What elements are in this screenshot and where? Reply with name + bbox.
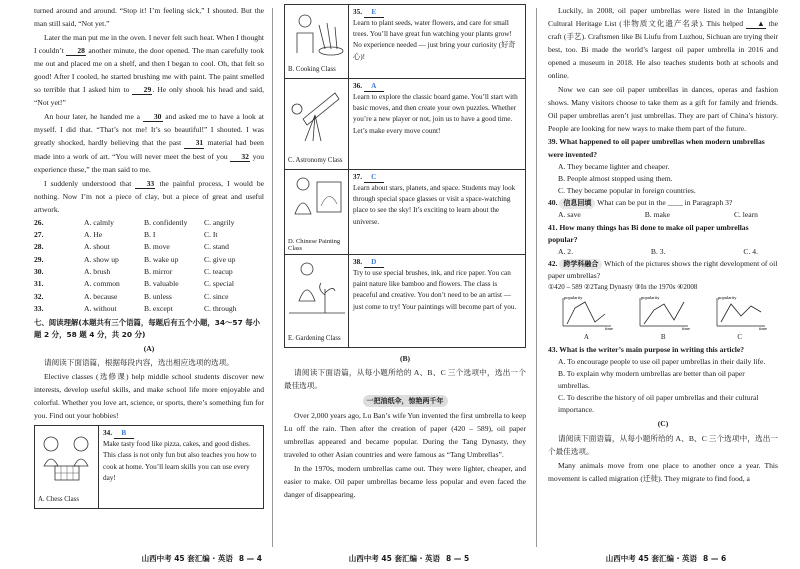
page-footer: 山西中考 45 套汇编 · 英语 8 — 6 (605, 553, 727, 563)
caption: E. Gardening Class (288, 335, 341, 343)
para: Over 2,000 years ago, Lu Ban’s wife Yun invented the first umbrella to keep Lu off the rain. Then after the creation of paper (420 – 589), oil paper umbrellas appeared and became popular. During the Tang Dynasty, they traveled to other Asian countries and were famous as “Tang Umbrellas”. (284, 411, 526, 460)
page-right-column (548, 4, 778, 547)
para: An hour later, he handed me a 30 and asked me to have a look at myself. I did that. “That’s not me! It’s so beautiful!” I shouted. I was greatly shocked, hardly believing that the past 31 material had been made into a work of art. “You will never meet the best of you 32 you experience these,” the man said to me. (34, 112, 264, 174)
blank-31: 31 (184, 138, 204, 148)
option-row: 27. A. He B. I C. It (34, 230, 218, 240)
option-row: 32. A. because B. unless C. since (34, 291, 229, 301)
svg-text:time: time (758, 326, 767, 332)
option-row: 33. A. without B. except C. through (34, 303, 237, 313)
popularity-charts (548, 294, 778, 332)
passage-b-banner (284, 394, 526, 407)
chess-illustration (35, 426, 99, 508)
page-footer: 山西中考 45 套汇编 · 英语 8 — 4 (141, 553, 262, 563)
instruction-a: 请阅读下面语篇，根据每段内容，选出相应选项的选项。 (44, 357, 234, 367)
page-right (536, 0, 800, 569)
instruction-c: 请阅读下面语篇，从每小题所给的 A、B、C 三个选项中，选出一个最佳选项。 (548, 433, 778, 456)
passage-b-title: (B) (399, 354, 411, 363)
caption: B. Cooking Class (288, 66, 336, 74)
option-row: 31. A. common B. valuable C. special (34, 279, 234, 289)
svg-text:popularity: popularity (717, 295, 737, 301)
para: Later the man put me in the oven. I never felt such heat. When I thought I couldn’t 28 another minute, the door opened. The man carefully took me out and placed me on a shelf, and then I began to cool. Oh, that felt so good! After I cooled, he started brushing me with paint. The paint smelled so terrible that I asked him to 29. He only shook his head and said, “Not yet!” (34, 33, 264, 108)
blank-28: 28 (66, 46, 86, 56)
caption: C. Astronomy Class (288, 157, 343, 165)
blank-33: 33 (135, 179, 155, 189)
answer-36: A (364, 82, 384, 92)
question-37-box (284, 170, 526, 255)
caption: D. Chinese Painting Class (288, 237, 341, 252)
svg-text:time: time (681, 326, 690, 332)
caption: A. Chess Class (38, 496, 79, 504)
question-35-text: 35. E Learn to plant seeds, water flowers, and care for small trees. You’ll have great fun watching your plants grow! No experience needed — just bring your curiosity (好奇心)! (353, 8, 516, 61)
passage-c-title: (C) (657, 419, 669, 429)
question-40: 40. 信息回填 What can be put in the ____ in Paragraph 3? A. save B. make C. learn (548, 198, 758, 220)
question-35-box (284, 4, 526, 79)
question-42: 42. 跨学科融合 Which of the pictures shows the right development of oil paper umbrellas? ①420 – 589 ②2Tang Dynasty ③In the 1970s ④2008 time popularity time popularity time popularity A B C (548, 258, 778, 344)
answer-35: E (364, 8, 384, 18)
para: In the 1970s, modern umbrellas came out. They were lighter, cheaper, and easier to make. Oil paper umbrellas became less popular and even faced the danger of disappearing. (284, 464, 526, 500)
para: I suddenly understood that 33 the painful process, I would be nothing. Now I’m not a piece of clay, but a piece of great and useful artwork. (34, 178, 264, 214)
blank-triangle: ▲ (746, 19, 766, 29)
instruction-b: 请阅读下面语篇，从每小题所给的 A、B、C 三个选项中，选出一个最佳选项。 (284, 368, 526, 391)
question-43: 43. What is the writer’s main purpose in writing this article? A. To encourage people to use oil paper umbrellas in their daily life. B. To explain why modern umbrellas are better than oil paper umbrellas. C. To describe the history of oil paper umbrellas and their cultural importance. (548, 344, 766, 415)
page-middle-column (284, 4, 526, 547)
options-26-33 (34, 217, 264, 315)
section-7-heading: 七、阅读理解(本题共有三个语篇，每题后有五个小题，34～57 每小题 2 分，58 题 4 分，共 20 分) (34, 318, 261, 339)
para: Luckily, in 2008, oil paper umbrellas were listed in the Intangible Cultural Heritage List (非物质文化遗产名录). This helped ▲ the craft (手艺). Craftsmen like Bi Liufu from Luzhou, Sichuan are trying their best, too. Bi made the world’s largest oil paper umbrella in 2016 and opened a museum in 2018. He also teaches students both at schools and online. (548, 6, 778, 81)
answer-38: D (364, 258, 384, 268)
astronomy-illustration (285, 79, 349, 169)
option-row: 28. A. shout B. move C. stand (34, 242, 229, 252)
answer-34: B (114, 429, 134, 439)
page-middle (272, 0, 536, 569)
chart-labels: A B C (583, 333, 743, 342)
page-left (0, 0, 272, 569)
svg-text:popularity: popularity (564, 295, 583, 301)
para: turned around and around. “Stop it! I’m feeling sick,” I shouted. But the man still said, “Not yet.” (34, 6, 264, 29)
question-41: 41. How many things has Bi done to make oil paper umbrellas popular? A. 2. B. 3. C. 4. (548, 222, 758, 256)
svg-text:popularity: popularity (640, 295, 660, 301)
cooking-illustration (285, 5, 349, 78)
page-left-column (34, 4, 264, 547)
question-34-box (34, 425, 264, 509)
para: Many animals move from one place to another once a year. This movement is called migration (迁徙). They migrate to find food, a (548, 460, 778, 483)
passage-a-title: (A) (143, 343, 155, 353)
chart-a (557, 294, 615, 332)
question-36-box (284, 79, 526, 170)
question-34-text: 34. B Make tasty food like pizza, cakes, and good dishes. This class is not only fun but also teaches you how to cook at home. You’ll learn skills you can use every day! (103, 429, 257, 482)
blank-32: 32 (230, 152, 250, 162)
question-37-text: 37. C Learn about stars, planets, and space. Students may look through special space glasses or visit a space-watching place to see the sky! It’s exciting to learn about the universe. (353, 173, 516, 226)
passage-b-heading: 一把油纸伞，惊艳两千年 (363, 395, 448, 407)
answer-37: C (364, 173, 384, 183)
blank-30: 30 (143, 112, 163, 122)
page-footer: 山西中考 45 套汇编 · 英语 8 — 5 (348, 553, 470, 563)
question-39: 39. What happened to oil paper umbrellas when modern umbrellas were invented? A. They became lighter and cheaper. B. People almost stopped using them. C. They became popular in foreign countries. (548, 137, 765, 196)
option-row: 26. A. calmly B. confidently C. angrily (34, 217, 235, 227)
question-38-box (284, 255, 526, 348)
chart-c (711, 294, 769, 332)
option-row: 29. A. show up B. wake up C. give up (34, 254, 236, 264)
chart-b (634, 294, 692, 332)
svg-text:time: time (605, 326, 614, 332)
question-36-text: 36. A Learn to explore the classic board game. You’ll start with basic moves, and then create your own puzzles. Whether you’re a new player or not, join us to have a good time. Let’s make every move count! (353, 82, 518, 135)
question-38-text: 38. D Try to use special brushes, ink, and rice paper. You can paint nature like bamboo and flowers. The class is peaceful and creative. You don’t need to be an artist — just come to try! Your paintings will become part of you. (353, 258, 517, 311)
option-row: 30. A. brush B. mirror C. teacup (34, 266, 233, 276)
blank-29: 29 (132, 85, 152, 95)
para: Now we can see oil paper umbrellas in dances, operas and fashion shows. Many visitors choose to take them as a gift for family and friends. Oil paper umbrellas aren’t just umbrellas. They are part of China’s history. People are looking for new ways to make them part of the future. (548, 85, 778, 134)
intro-paragraph: Elective classes (选修课) help middle school students discover new interests, develop useful skills, and make school life more enjoyable and colorful. Whether you love art, science, or sports, there’s something fun for you. Find out your hobbies! (34, 371, 264, 421)
gardening-illustration (285, 255, 349, 347)
painting-illustration (285, 170, 349, 254)
